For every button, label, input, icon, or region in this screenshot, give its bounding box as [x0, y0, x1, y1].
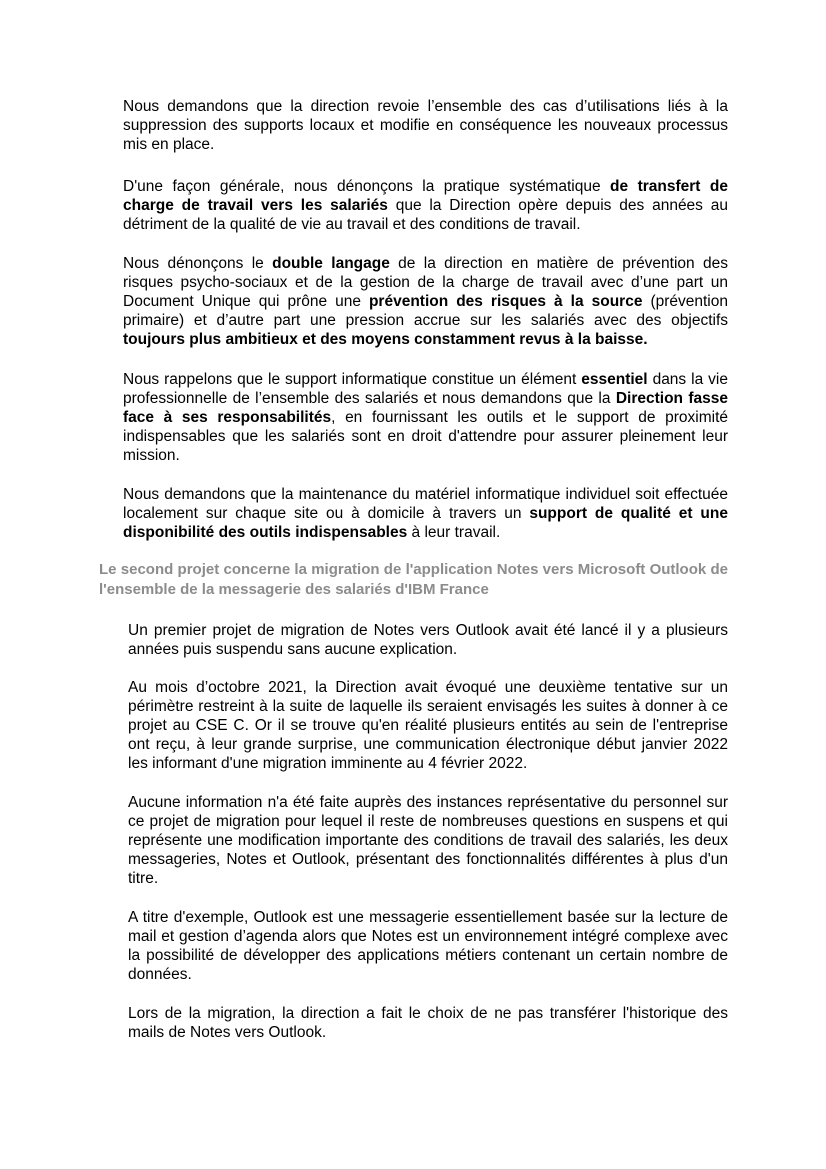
paragraph-double-langage: [123, 254, 728, 349]
bold-text: toujours plus ambitieux et des moyens constamment revus à la baisse.: [123, 331, 648, 348]
paragraph-transfert-charge: [123, 177, 728, 234]
text: (prévention primaire) et d’autre part une pression accrue sur les salariés avec des objectifs: [123, 293, 728, 329]
bold-text: prévention des risques à la source: [368, 293, 643, 310]
text: que la Direction opère depuis des années au détriment de la qualité de vie au travail et des conditions de travail.: [123, 197, 728, 233]
text: à leur travail.: [407, 524, 501, 541]
text: de la direction en matière de prévention des risques psycho-sociaux et de la gestion de la charge de travail avec d’une part un Document Unique qui prône une: [123, 255, 728, 310]
bold-text: de transfert de charge de travail vers les salariés: [123, 178, 728, 214]
paragraph-historique-mails: Lors de la migration, la direction a fait le choix de ne pas transférer l'historique des mails de Notes vers Outlook.: [128, 1005, 728, 1041]
text: Nous demandons que la maintenance du matériel informatique individuel soit effectuée localement sur chaque site ou à domicile à travers un: [123, 486, 728, 522]
bold-text: double langage: [272, 255, 390, 272]
bold-text: essentiel: [581, 371, 648, 388]
text: Nous rappelons que le support informatique constitue un élément: [123, 371, 582, 388]
text: D'une façon générale, nous dénonçons la pratique systématique: [123, 178, 611, 195]
paragraph-support-informatique: [123, 370, 728, 465]
paragraph-aucune-information: Aucune information n'a été faite auprès des instances représentative du personnel sur ce projet de migration pour lequel il reste de nombreuses questions en suspens et qui représente une modification importante des conditions de travail des salariés, les deux messageries, Notes et Outlook, présentant des fonctionnalités différentes à plus d'un titre.: [128, 794, 728, 887]
bold-text: support de qualité et une disponibilité des outils indispensables: [123, 505, 728, 541]
paragraph-premier-projet: Un premier projet de migration de Notes vers Outlook avait été lancé il y a plusieurs années puis suspendu sans aucune explication.: [128, 622, 728, 658]
paragraph-support-locaux: Nous demandons que la direction revoie l’ensemble des cas d’utilisations liés à la suppression des supports locaux et modifie en conséquence les nouveaux processus mis en place.: [123, 98, 728, 153]
paragraph-exemple-outlook: A titre d'exemple, Outlook est une messagerie essentiellement basée sur la lecture de mail et gestion d’agenda alors que Notes est un environnement intégré complexe avec la possibilité de développer des applications métiers contenant un certain nombre de données.: [128, 909, 728, 983]
text: , en fournissant les outils et le support de proximité indispensables que les salariés sont en droit d'attendre pour assurer pleinement leur mission.: [123, 409, 728, 464]
text: dans la vie professionnelle de l’ensemble des salariés et nous demandons que la: [123, 371, 728, 407]
paragraph-octobre-2021: Au mois d’octobre 2021, la Direction avait évoqué une deuxième tentative sur un périmètre restreint à la suite de laquelle ils seraient envisagés les suites à donner à ce projet au CSE C. Or il se trouve qu'en réalité plusieurs entités au sein de l'entreprise ont reçu, à leur grande surprise, une communication électronique début janvier 2022 les informant d'une migration imminente au 4 février 2022.: [128, 679, 728, 772]
paragraph-maintenance: [123, 485, 728, 542]
text: Nous dénonçons le: [123, 255, 273, 272]
bold-text: Direction fasse face à ses responsabilités: [123, 390, 728, 426]
section-heading: Le second projet concerne la migration de l'application Notes vers Microsoft Outlook de l'ensemble de la messagerie des salariés d'IBM France: [99, 561, 728, 598]
